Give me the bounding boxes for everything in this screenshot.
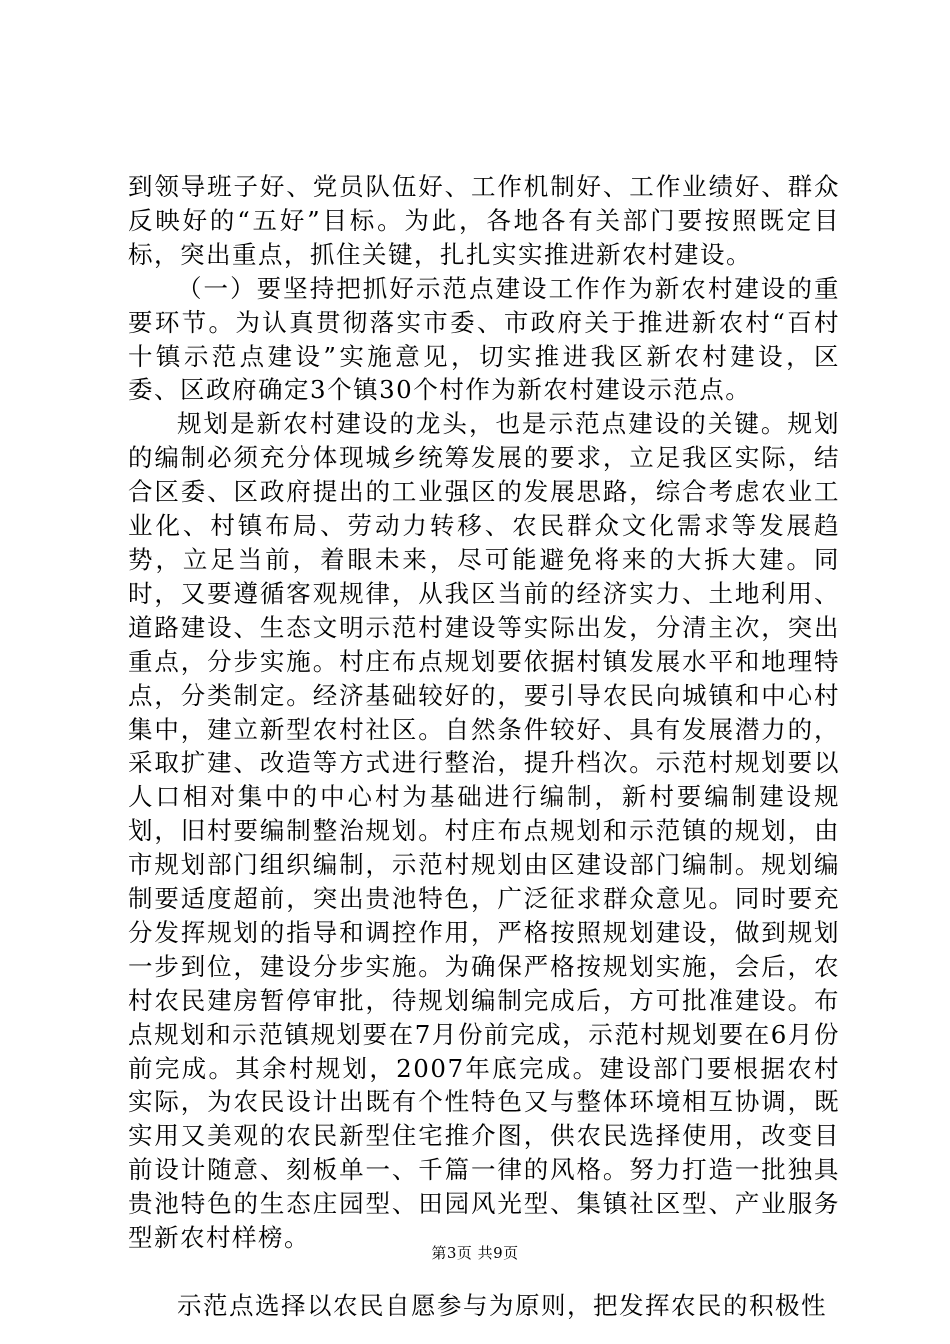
paragraph-demonstration-sites: （一）要坚持把抓好示范点建设工作作为新农村建设的重要环节。为认真贯彻落实市委、市政府关于推进新农村“百村十镇示范点建设”实施意见，切实推进我区新农村建设，区委、区政府确定3个镇30个村作为新农村建设示范点。 [128,273,840,405]
document-body [128,170,840,1323]
paragraph-site-selection: 示范点选择以农民自愿参与为原则，把发挥农民的积极性 [177,1291,827,1320]
paragraph-planning: 规划是新农村建设的龙头，也是示范点建设的关键。规划的编制必须充分体现城乡统筹发展的要求，立足我区实际，结合区委、区政府提出的工业强区的发展思路，综合考虑农业工业化、村镇布局、劳动力转移、农民群众文化需求等发展趋势，立足当前，着眼未来，尽可能避免将来的大拆大建。同时，又要遵循客观规律，从我区当前的经济实力、土地利用、道路建设、生态文明示范村建设等实际出发，分清主次，突出重点，分步实施。村庄布点规划要依据村镇发展水平和地理特点，分类制定。经济基础较好的，要引导农民向城镇和中心村集中，建立新型农村社区。自然条件较好、具有发展潜力的，采取扩建、改造等方式进行整治，提升档次。示范村规划要以人口相对集中的中心村为基础进行编制，新村要编制建设规划，旧村要编制整治规划。村庄布点规划和示范镇的规划，由市规划部门组织编制，示范村规划由区建设部门编制。规划编制要适度超前，突出贵池特色，广泛征求群众意见。同时要充分发挥规划的指导和调控作用，严格按照规划建设，做到规划一步到位，建设分步实施。为确保严格按规划实施，会后，农村农民建房暂停审批，待规划编制完成后，方可批准建设。布点规划和示范镇规划要在7月份前完成，示范村规划要在6月份前完成。其余村规划，2007年底完成。建设部门要根据农村实际，为农民设计出既有个性特色又与整体环境相互协调，既实用又美观的农民新型住宅推介图，供农民选择使用，改变目前设计随意、刻板单一、千篇一律的风格。努力打造一批独具贵池特色的生态庄园型、田园风光型、集镇社区型、产业服务型新农村样榜。 [128,409,840,1253]
page-number-footer: 第3页 共9页 [431,1244,519,1262]
paragraph-continuation: 到领导班子好、党员队伍好、工作机制好、工作业绩好、群众反映好的“五好”目标。为此，各地各有关部门要按照既定目标，突出重点，抓住关键，扎扎实实推进新农村建设。 [128,172,840,269]
